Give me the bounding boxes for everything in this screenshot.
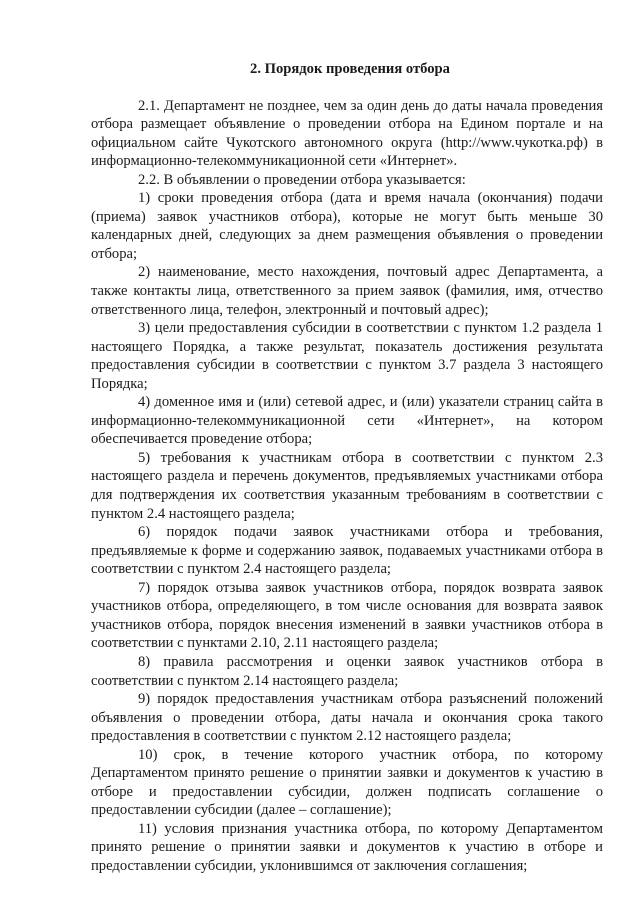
list-item-6: 6) порядок подачи заявок участниками отбора и требования, предъявляемые к форме и содержанию заявок, подаваемых участниками отбора в соответствии с пунктом 2.4 настоящего раздела; bbox=[91, 524, 603, 578]
list-item-10: 10) срок, в течение которого участник отбора, по которому Департаментом принято решение о принятии заявки и документов к участию в отборе и предоставлении субсидии, должен подписать соглашение о предоставлении субсидии (далее – соглашение); bbox=[91, 746, 603, 819]
list-item-4: 4) доменное имя и (или) сетевой адрес, и (или) указатели страниц сайта в информационно-телекоммуникационной сети «Интернет», на котором обеспечивается проведение отбора; bbox=[91, 394, 603, 448]
document-content bbox=[91, 60, 603, 876]
paragraph-2-1: 2.1. Департамент не позднее, чем за один день до даты начала проведения отбора размещает объявление о проведении отбора на Едином портале и на официальном сайте Чукотского автономного округа (http://www.чукотка.рф) в информационно-телекоммуникационной сети «Интернет». bbox=[91, 97, 603, 170]
section-heading: 2. Порядок проведения отбора bbox=[250, 61, 450, 77]
list-item-11: 11) условия признания участника отбора, по которому Департаментом принято решение о принятии заявки и документов к участию в отборе и предоставлении субсидии, уклонившимся от заключения соглашения; bbox=[91, 820, 603, 874]
list-item-7: 7) порядок отзыва заявок участников отбора, порядок возврата заявок участников отбора, определяющего, в том числе основания для возврата заявок участников отбора, порядок внесения изменений в заявки участников отбора в соответствии с пунктами 2.10, 2.11 настоящего раздела; bbox=[91, 579, 603, 652]
list-item-9: 9) порядок предоставления участникам отбора разъяснений положений объявления о проведении отбора, даты начала и окончания срока такого предоставления в соответствии с пунктом 2.12 настоящего раздела; bbox=[91, 691, 603, 745]
list-item-8: 8) правила рассмотрения и оценки заявок участников отбора в соответствии с пунктом 2.14 настоящего раздела; bbox=[91, 653, 603, 689]
paragraph-2-2: 2.2. В объявлении о проведении отбора указывается: bbox=[138, 171, 466, 188]
list-item-1: 1) сроки проведения отбора (дата и время начала (окончания) подачи (приема) заявок участников отбора), которые не могут быть меньше 30 календарных дней, следующих за днем размещения объявления о проведении отбора; bbox=[91, 190, 603, 262]
list-item-2: 2) наименование, место нахождения, почтовый адрес Департамента, а также контакты лица, ответственного за прием заявок (фамилия, имя, отчество ответственного лица, телефон, электронный и почтовый адрес); bbox=[91, 264, 603, 318]
list-item-5: 5) требования к участникам отбора в соответствии с пунктом 2.3 настоящего раздела и перечень документов, предъявляемых участниками отбора для подтверждения их соответствия указанным требованиям в соответствии с пунктом 2.4 настоящего раздела; bbox=[91, 449, 603, 522]
list-item-3: 3) цели предоставления субсидии в соответствии с пунктом 1.2 раздела 1 настоящего Порядка, а также результат, показатель достижения результата предоставления субсидии в соответствии с пунктом 3.7 раздела 3 настоящего Порядка; bbox=[91, 320, 603, 392]
